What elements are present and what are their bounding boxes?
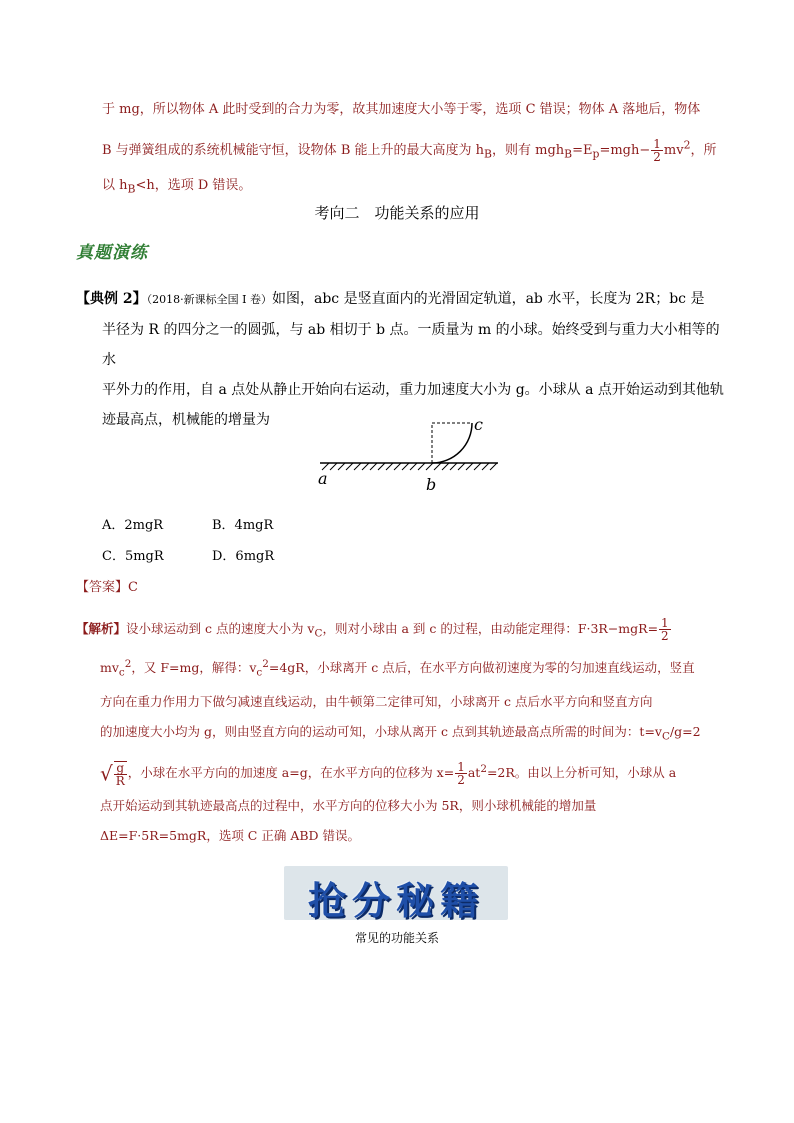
banner-caption: 常见的功能关系 [354, 931, 439, 945]
ground-hatching [322, 463, 497, 470]
fraction-half: $\frac{1}{2}$ [653, 137, 661, 164]
example-question: 【典例 2】（2018·新课标全国 I 卷）如图，abc 是竖直面内的光滑固定轨道，ab 水平，长度为 2R；bc 是 半径为 R 的四分之一的圆弧，与 ab 相切于 b 点。一质量为 m 的小球。始终受到与重力大小相等的水 平外力的作用，自 a 点处从静止开始向右运动，重力加速度大小为 g。小球从 a 点开始运动到其他轨 迹最高点，机械能的增量为 [76, 291, 724, 428]
point-a-label: a [318, 469, 328, 488]
prev-text-line-3: 以 $h_B<h$，选项 D 错误。 [102, 178, 252, 196]
banner-title: 抢分秘籍 [307, 878, 484, 923]
score-tips-banner [284, 866, 508, 923]
prev-text-line-1: 于 mg，所以物体 A 此时受到的合力为零，故其加速度大小等于零，选项 C 错误；物体 A 落地后，物体 [102, 102, 701, 117]
option-d: D．6mgR [212, 549, 275, 564]
example-label: 【典例 2】 [76, 291, 147, 307]
answer: 【答案】C [76, 580, 138, 595]
question-source: （2018·新课标全国 I 卷） [146, 293, 272, 306]
section-label-real-exam: 真题演练 [76, 243, 148, 263]
prev-text-line-2: B 与弹簧组成的系统机械能守恒，设物体 B 能上升的最大高度为 $h_B$，则有 $mgh_B=E_p=mgh-$ $\frac{1}{2}$ $mv^2$，所 [102, 137, 717, 164]
track-figure [316, 408, 506, 498]
option-b: B．4mgR [212, 518, 274, 533]
fraction-half-2: $\frac{1}{2}$ [457, 759, 465, 787]
sqrt-g-over-r: √ $\frac{g}{R}$ [100, 760, 125, 788]
fraction-half-1: $\frac{1}{2}$ [661, 616, 669, 643]
option-a: A．2mgR [102, 518, 164, 533]
analysis: 【解析】设小球运动到 c 点的速度大小为 $v_C$，则对小球由 a 到 c 的过程，由动能定理得：F·3R−mgR= $\frac{1}{2}$ $mv_c^2$，又 F=mg，解得：$v_c^2=4gR$，小球离开 c 点后，在水平方向做初速度为零的匀加速直线运动，竖直 方向在重力作用力下做匀减速直线运动，由牛顿第二定律可知，小球离开 c 点后水平方向和竖直方向 的加速度大小均为 g，则由竖直方向的运动可知，小球从离开 c 点到其轨迹最高点所需的时间为：$t=v_C/g=2$ √ $\frac{g}{R}$ ，小球在水平方向的加速度 a=g，在水平方向的位移为 x= $\frac{1}{2}$ $at^2=2R$。由以上分析可知，小球从 a 点开始运动到其轨迹最高点的过程中，水平方向的位移大小为 5R，则小球机械能的增加量 ΔE=F·5R=5mgR，选项 C 正确 ABD 错误。 [76, 616, 701, 843]
option-c: C．5mgR [102, 549, 164, 564]
point-b-label: b [426, 475, 437, 494]
point-c-label: c [474, 415, 483, 434]
analysis-label: 【解析】 [76, 621, 127, 636]
section-heading: 考向二 功能关系的应用 [314, 204, 480, 222]
quarter-arc-bc [432, 423, 472, 463]
